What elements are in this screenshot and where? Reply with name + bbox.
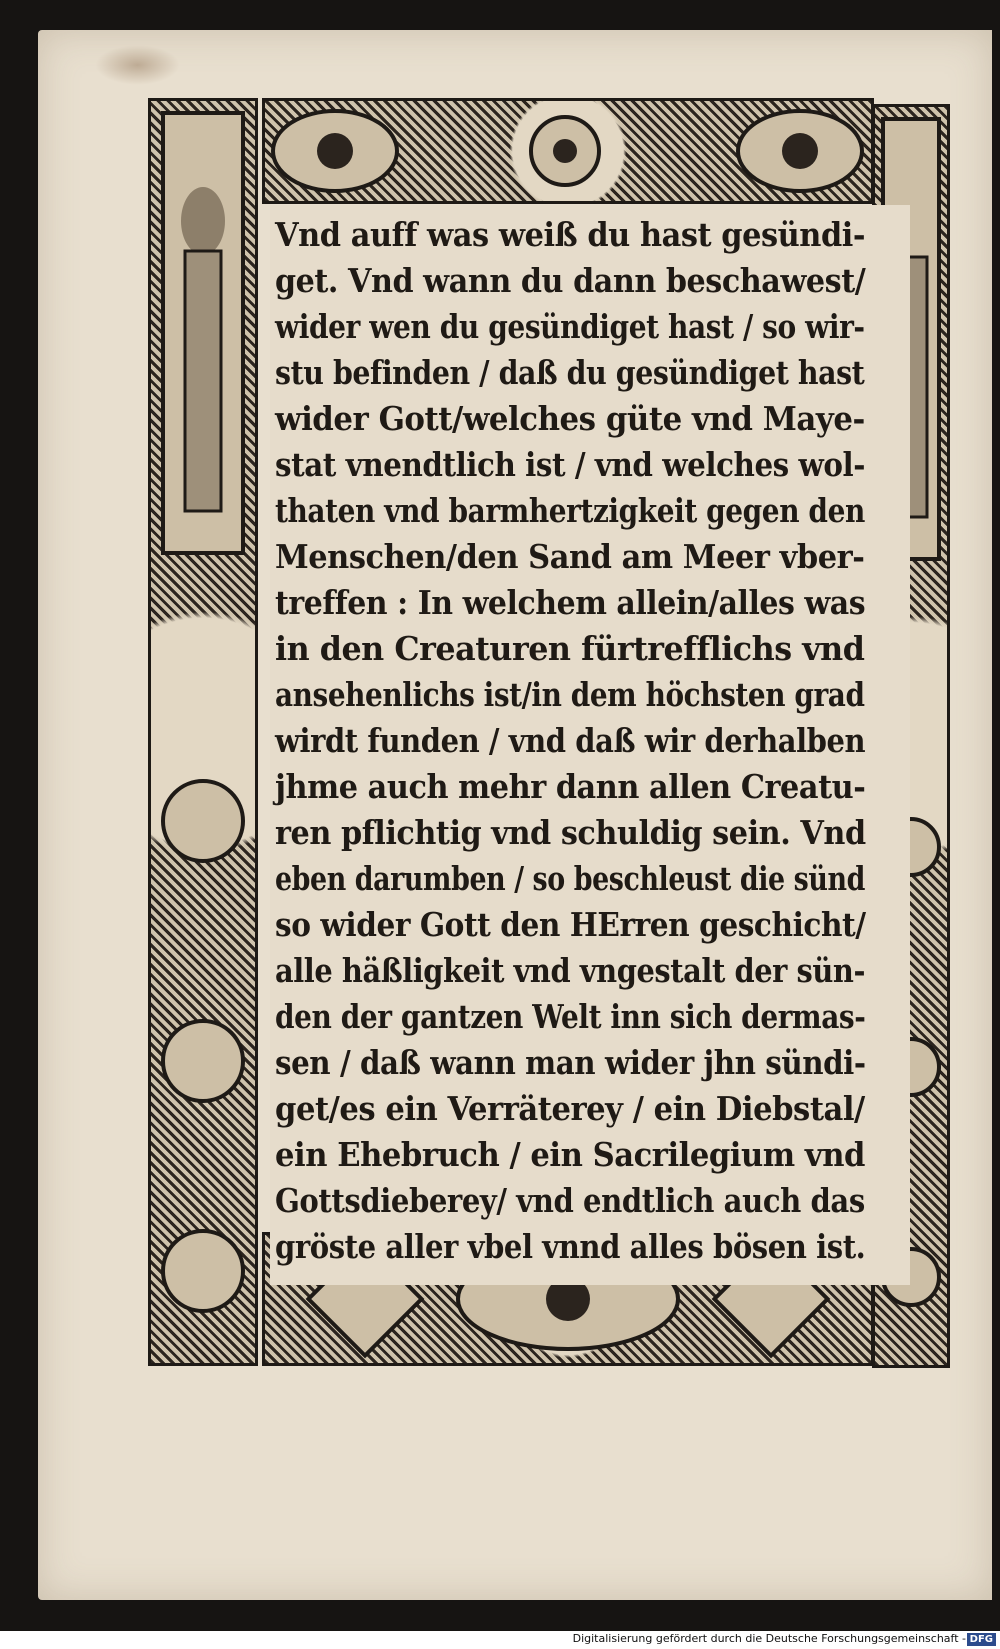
text-line: alle häßligkeit vnd vngestalt der sün- xyxy=(275,951,866,990)
text-line: wider wen du gesündiget hast / so wir- xyxy=(275,307,865,346)
text-line: ren pflichtig vnd schuldig sein. Vnd xyxy=(275,813,866,852)
text-line: ein Ehebruch / ein Sacrilegium vnd xyxy=(275,1135,865,1174)
text-line: stat vnendtlich ist / vnd welches wol- xyxy=(275,445,866,484)
text-line: Gottsdieberey/ vnd endtlich auch das xyxy=(275,1181,865,1220)
text-line: jhme auch mehr dann allen Creatu- xyxy=(275,767,866,806)
text-line: get/es ein Verräterey / ein Diebstal/ xyxy=(275,1089,865,1128)
text-line: in den Creaturen fürtrefflichs vnd xyxy=(275,629,865,668)
text-line: wirdt funden / vnd daß wir derhalben xyxy=(275,721,866,760)
text-line: Vnd auff was weiß du hast gesündi- xyxy=(275,215,866,254)
text-line: Menschen/den Sand am Meer vber- xyxy=(275,537,865,576)
text-line: stu befinden / daß du gesündiget hast xyxy=(275,353,865,392)
footer-credit: Digitalisierung gefördert durch die Deutsche Forschungsgemeinschaft - xyxy=(572,1632,966,1645)
text-line: den der gantzen Welt inn sich dermas- xyxy=(275,997,866,1036)
text-line: so wider Gott den HErren geschicht/ xyxy=(275,905,866,944)
text-line: gröste aller vbel vnnd alles bösen ist. xyxy=(275,1227,866,1266)
text-line: ansehenlichs ist/in dem höchsten grad xyxy=(275,675,865,714)
text-line: wider Gott/welches güte vnd Maye- xyxy=(275,399,865,438)
text-line: thaten vnd barmhertzigkeit gegen den xyxy=(275,491,865,530)
left-ornament-border xyxy=(148,98,258,1366)
text-line: eben darumben / so beschleust die sünd xyxy=(275,859,865,898)
top-ornament-border xyxy=(262,98,874,204)
text-line: treffen : In welchem allein/alles was xyxy=(275,583,866,622)
text-line: get. Vnd wann du dann beschawest/ xyxy=(275,261,866,300)
dfg-logo: DFG xyxy=(967,1633,996,1646)
page-stain xyxy=(95,45,180,85)
text-line: sen / daß wann man wider jhn sündi- xyxy=(275,1043,866,1082)
